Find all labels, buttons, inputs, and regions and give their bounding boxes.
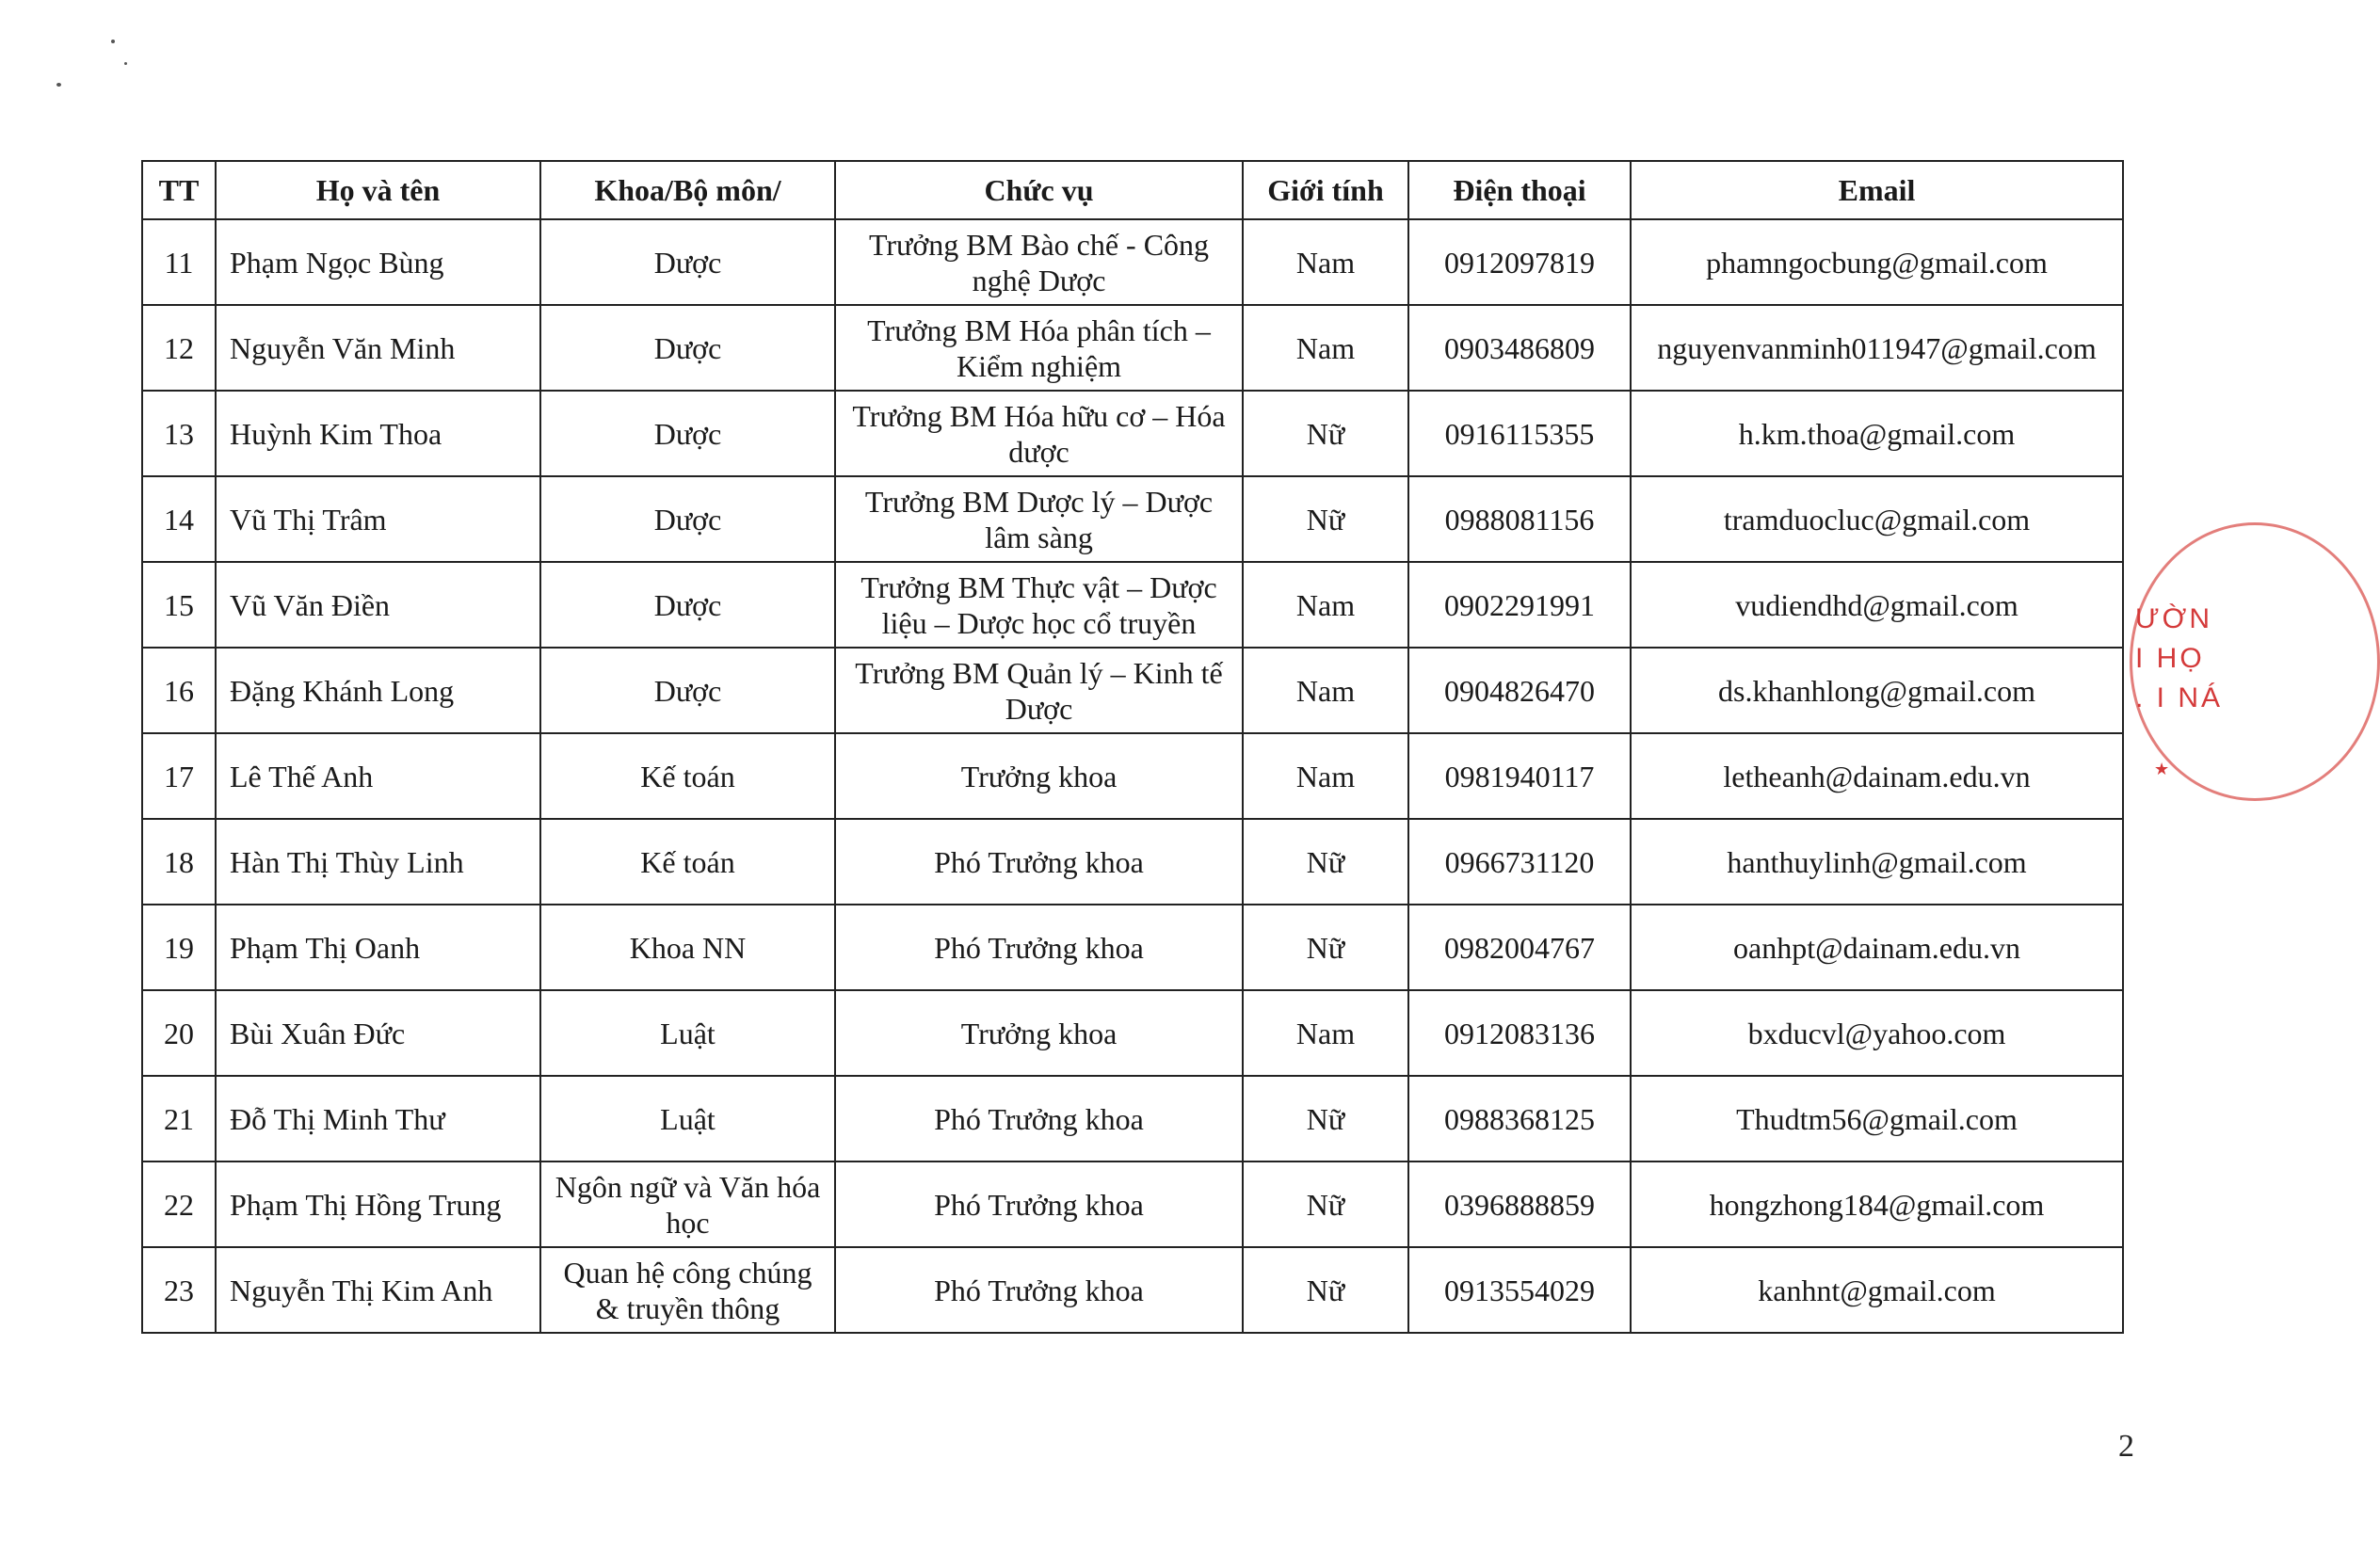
cell-role: Trưởng khoa — [835, 990, 1243, 1076]
table-row — [142, 990, 2123, 1076]
cell-name: Đỗ Thị Minh Thư — [216, 1076, 540, 1161]
cell-gender: Nữ — [1243, 476, 1408, 562]
cell-gender: Nam — [1243, 733, 1408, 819]
cell-role: Trưởng BM Hóa phân tích – Kiểm nghiệm — [835, 305, 1243, 391]
cell-email: vudiendhd@gmail.com — [1631, 562, 2123, 648]
cell-phone: 0912083136 — [1408, 990, 1631, 1076]
cell-gender: Nam — [1243, 562, 1408, 648]
cell-tt: 21 — [142, 1076, 216, 1161]
cell-name: Vũ Văn Điền — [216, 562, 540, 648]
table-header-row — [142, 161, 2123, 219]
header-dept: Khoa/Bộ môn/ — [540, 161, 835, 219]
cell-name: Đặng Khánh Long — [216, 648, 540, 733]
cell-name: Bùi Xuân Đức — [216, 990, 540, 1076]
cell-name: Phạm Thị Oanh — [216, 905, 540, 990]
cell-email: Thudtm56@gmail.com — [1631, 1076, 2123, 1161]
cell-dept: Ngôn ngữ và Văn hóa học — [540, 1161, 835, 1247]
cell-name: Nguyễn Văn Minh — [216, 305, 540, 391]
cell-phone: 0988368125 — [1408, 1076, 1631, 1161]
header-name: Họ và tên — [216, 161, 540, 219]
cell-name: Nguyễn Thị Kim Anh — [216, 1247, 540, 1333]
cell-phone: 0912097819 — [1408, 219, 1631, 305]
header-phone: Điện thoại — [1408, 161, 1631, 219]
header-gender: Giới tính — [1243, 161, 1408, 219]
cell-role: Trưởng khoa — [835, 733, 1243, 819]
cell-role: Phó Trưởng khoa — [835, 1247, 1243, 1333]
cell-email: ds.khanhlong@gmail.com — [1631, 648, 2123, 733]
cell-gender: Nữ — [1243, 905, 1408, 990]
cell-name: Lê Thế Anh — [216, 733, 540, 819]
cell-dept: Dược — [540, 219, 835, 305]
cell-email: hongzhong184@gmail.com — [1631, 1161, 2123, 1247]
cell-phone: 0396888859 — [1408, 1161, 1631, 1247]
cell-role: Phó Trưởng khoa — [835, 1076, 1243, 1161]
cell-name: Hàn Thị Thùy Linh — [216, 819, 540, 905]
cell-dept: Dược — [540, 648, 835, 733]
cell-role: Trưởng BM Quản lý – Kinh tế Dược — [835, 648, 1243, 733]
cell-gender: Nam — [1243, 990, 1408, 1076]
cell-email: tramduocluc@gmail.com — [1631, 476, 2123, 562]
cell-email: bxducvl@yahoo.com — [1631, 990, 2123, 1076]
table-row — [142, 1076, 2123, 1161]
seal-text-line: . I NÁ — [2135, 682, 2224, 713]
cell-tt: 20 — [142, 990, 216, 1076]
cell-dept: Khoa NN — [540, 905, 835, 990]
cell-tt: 12 — [142, 305, 216, 391]
cell-tt: 22 — [142, 1161, 216, 1247]
page-number: 2 — [2118, 1429, 2134, 1464]
cell-phone: 0903486809 — [1408, 305, 1631, 391]
cell-role: Phó Trưởng khoa — [835, 1161, 1243, 1247]
cell-tt: 14 — [142, 476, 216, 562]
table-row — [142, 476, 2123, 562]
cell-email: letheanh@dainam.edu.vn — [1631, 733, 2123, 819]
cell-gender: Nữ — [1243, 391, 1408, 476]
cell-tt: 19 — [142, 905, 216, 990]
cell-phone: 0981940117 — [1408, 733, 1631, 819]
cell-email: kanhnt@gmail.com — [1631, 1247, 2123, 1333]
cell-email: h.km.thoa@gmail.com — [1631, 391, 2123, 476]
cell-role: Trưởng BM Dược lý – Dược lâm sàng — [835, 476, 1243, 562]
cell-role: Phó Trưởng khoa — [835, 819, 1243, 905]
cell-dept: Dược — [540, 391, 835, 476]
scan-speck — [111, 40, 115, 43]
cell-dept: Luật — [540, 1076, 835, 1161]
cell-tt: 23 — [142, 1247, 216, 1333]
table-row — [142, 819, 2123, 905]
red-seal-stamp — [2130, 522, 2224, 805]
cell-name: Huỳnh Kim Thoa — [216, 391, 540, 476]
cell-name: Phạm Ngọc Bùng — [216, 219, 540, 305]
seal-text-line: ƯỜN — [2135, 603, 2213, 634]
table-row — [142, 905, 2123, 990]
table-row — [142, 305, 2123, 391]
cell-gender: Nam — [1243, 219, 1408, 305]
cell-gender: Nữ — [1243, 1247, 1408, 1333]
cell-phone: 0904826470 — [1408, 648, 1631, 733]
cell-role: Trưởng BM Hóa hữu cơ – Hóa dược — [835, 391, 1243, 476]
cell-dept: Luật — [540, 990, 835, 1076]
cell-gender: Nữ — [1243, 1161, 1408, 1247]
table-row — [142, 1161, 2123, 1247]
cell-name: Vũ Thị Trâm — [216, 476, 540, 562]
cell-dept: Dược — [540, 476, 835, 562]
table-row — [142, 562, 2123, 648]
table-row — [142, 648, 2123, 733]
cell-role: Trưởng BM Bào chế - Công nghệ Dược — [835, 219, 1243, 305]
cell-email: hanthuylinh@gmail.com — [1631, 819, 2123, 905]
cell-tt: 17 — [142, 733, 216, 819]
cell-dept: Quan hệ công chúng & truyền thông — [540, 1247, 835, 1333]
cell-email: nguyenvanminh011947@gmail.com — [1631, 305, 2123, 391]
cell-tt: 18 — [142, 819, 216, 905]
cell-name: Phạm Thị Hồng Trung — [216, 1161, 540, 1247]
staff-table — [141, 160, 2124, 1334]
cell-gender: Nam — [1243, 648, 1408, 733]
cell-phone: 0916115355 — [1408, 391, 1631, 476]
cell-dept: Dược — [540, 305, 835, 391]
cell-phone: 0913554029 — [1408, 1247, 1631, 1333]
cell-phone: 0902291991 — [1408, 562, 1631, 648]
scan-speck — [124, 62, 127, 65]
header-role: Chức vụ — [835, 161, 1243, 219]
cell-role: Phó Trưởng khoa — [835, 905, 1243, 990]
table-row — [142, 733, 2123, 819]
header-email: Email — [1631, 161, 2123, 219]
table-row — [142, 391, 2123, 476]
cell-tt: 13 — [142, 391, 216, 476]
cell-phone: 0982004767 — [1408, 905, 1631, 990]
header-tt: TT — [142, 161, 216, 219]
seal-text-line: I HỌ — [2135, 643, 2205, 674]
cell-gender: Nữ — [1243, 1076, 1408, 1161]
table-row — [142, 1247, 2123, 1333]
cell-tt: 11 — [142, 219, 216, 305]
seal-star-icon: ★ — [2154, 760, 2170, 779]
cell-role: Trưởng BM Thực vật – Dược liệu – Dược học cổ truyền — [835, 562, 1243, 648]
cell-tt: 15 — [142, 562, 216, 648]
table-row — [142, 219, 2123, 305]
cell-tt: 16 — [142, 648, 216, 733]
scan-speck — [56, 83, 61, 87]
cell-email: oanhpt@dainam.edu.vn — [1631, 905, 2123, 990]
cell-phone: 0966731120 — [1408, 819, 1631, 905]
cell-email: phamngocbung@gmail.com — [1631, 219, 2123, 305]
cell-gender: Nữ — [1243, 819, 1408, 905]
cell-dept: Kế toán — [540, 733, 835, 819]
cell-gender: Nam — [1243, 305, 1408, 391]
cell-dept: Kế toán — [540, 819, 835, 905]
cell-dept: Dược — [540, 562, 835, 648]
cell-phone: 0988081156 — [1408, 476, 1631, 562]
